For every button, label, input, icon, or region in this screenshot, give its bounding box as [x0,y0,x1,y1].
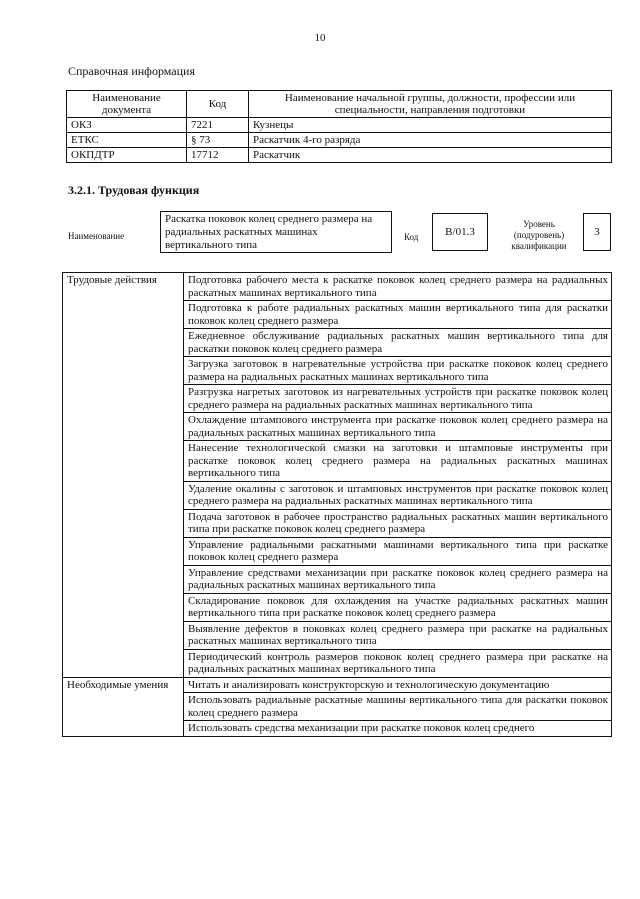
section-title: 3.2.1. Трудовая функция [68,183,200,197]
labor-action-item: Загрузка заготовок в нагревательные устройства при раскатке поковок колец среднего размера на радиальных раскатных машинах вертикального типа [184,357,612,385]
qualification-level-value: 3 [583,213,611,251]
labor-action-item: Разгрузка нагретых заготовок из нагревательных устройств при раскатке поковок колец среднего размера на радиальных раскатных машинах вертикального типа [184,385,612,413]
labor-action-item: Нанесение технологической смазки на заготовки и штамповые инструменты при раскатке поковок колец среднего размера на радиальных раскатных машинах вертикального типа [184,441,612,482]
labor-action-item: Выявление дефектов в поковках колец среднего размера при раскатке на радиальных раскатных машинах вертикального типа [184,621,612,649]
code-cell: § 73 [187,133,249,148]
labor-action-label: Трудовые действия [63,273,184,678]
labor-action-item: Управление радиальными раскатными машинами вертикального типа при раскатке поковок колец среднего размера [184,537,612,565]
skill-item: Использовать средства механизации при раскатке поковок колец среднего [184,721,612,737]
header-code: Код [187,91,249,118]
doc-cell: ЕТКС [67,133,187,148]
labor-action-item: Подготовка к работе радиальных раскатных машин вертикального типа для раскатки поковок колец среднего размера [184,301,612,329]
function-name-label: Наименование [68,231,125,241]
name-cell: Раскатчик 4-го разряда [249,133,612,148]
function-details-table [62,272,612,737]
reference-table [66,90,612,163]
header-document: Наименование документа [67,91,187,118]
header-group-name: Наименование начальной группы, должности, профессии или специальности, направления подготовки [249,91,612,118]
labor-action-item: Подача заготовок в рабочее пространство радиальных раскатных машин вертикального типа при раскатке поковок колец среднего размера [184,509,612,537]
function-name-value: Раскатка поковок колец среднего размера на радиальных раскатных машинах вертикального типа [160,211,392,253]
skill-item: Читать и анализировать конструкторскую и технологическую документацию [184,677,612,693]
labor-action-item: Управление средствами механизации при раскатке поковок колец среднего размера на радиальных раскатных машинах вертикального типа [184,565,612,593]
code-cell: 7221 [187,118,249,133]
function-code-value: B/01.3 [432,213,488,251]
qualification-level-label: Уровень (подуровень) квалификации [511,219,567,251]
name-cell: Кузнецы [249,118,612,133]
labor-action-item: Охлаждение штампового инструмента при раскатке поковок колец среднего размера на радиальных раскатных машинах вертикального типа [184,413,612,441]
reference-row [67,118,612,133]
reference-title: Справочная информация [68,64,195,78]
labor-action-row [63,273,612,301]
skill-label: Необходимые умения [63,677,184,736]
function-code-label: Код [404,232,419,242]
labor-action-item: Удаление окалины с заготовок и штамповых инструментов при раскатке поковок колец среднего размера на радиальных раскатных машинах вертикального типа [184,481,612,509]
reference-header-row [67,91,612,118]
reference-row [67,148,612,163]
labor-action-item: Подготовка рабочего места к раскатке поковок колец среднего размера на радиальных раскатных машинах вертикального типа [184,273,612,301]
page-number: 10 [314,32,326,44]
name-cell: Раскатчик [249,148,612,163]
labor-action-item: Ежедневное обслуживание радиальных раскатных машин вертикального типа для раскатки поковок колец среднего размера [184,329,612,357]
labor-action-item: Периодический контроль размеров поковок колец среднего размера при раскатке на радиальных раскатных машинах вертикального типа [184,649,612,677]
reference-row [67,133,612,148]
skill-row [63,677,612,693]
skill-item: Использовать радиальные раскатные машины вертикального типа для раскатки поковок колец среднего размера [184,693,612,721]
doc-cell: ОКЗ [67,118,187,133]
doc-cell: ОКПДТР [67,148,187,163]
labor-action-item: Складирование поковок для охлаждения на участке радиальных раскатных машин вертикального типа при раскатке поковок колец среднего размера [184,593,612,621]
code-cell: 17712 [187,148,249,163]
